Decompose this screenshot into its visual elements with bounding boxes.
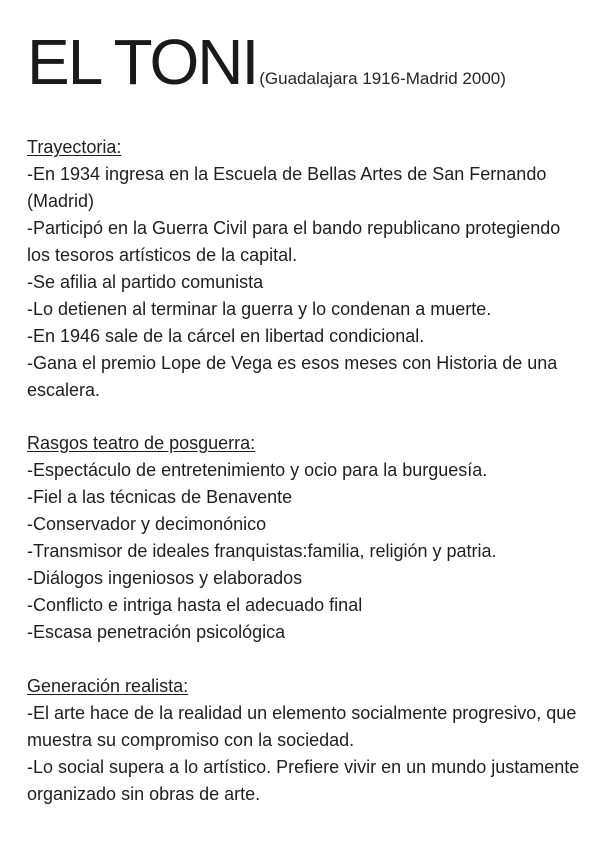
list-item: -Lo detienen al terminar la guerra y lo condenan a muerte. bbox=[27, 299, 492, 319]
list-item: -Gana el premio Lope de Vega es esos meses con Historia de una escalera. bbox=[27, 353, 558, 400]
list-item: -Fiel a las técnicas de Benavente bbox=[27, 487, 293, 507]
section-trayectoria bbox=[27, 134, 587, 404]
page-title: EL TONI bbox=[27, 26, 258, 98]
list-item: -Conflicto e intriga hasta el adecuado final bbox=[27, 595, 363, 615]
section-rasgos-teatro-posguerra bbox=[27, 430, 587, 646]
list-item: -En 1946 sale de la cárcel en libertad condicional. bbox=[27, 326, 425, 346]
page-subtitle: (Guadalajara 1916-Madrid 2000) bbox=[259, 69, 506, 88]
list-item: -Espectáculo de entretenimiento y ocio para la burguesía. bbox=[27, 460, 488, 480]
section-heading: Trayectoria: bbox=[27, 137, 122, 157]
section-heading: Rasgos teatro de posguerra: bbox=[27, 433, 256, 453]
title-row bbox=[27, 26, 506, 98]
list-item: -Participó en la Guerra Civil para el bando republicano protegiendo los tesoros artísticos de la capital. bbox=[27, 218, 561, 265]
list-item: -Conservador y decimonónico bbox=[27, 514, 267, 534]
list-item: -El arte hace de la realidad un elemento socialmente progresivo, que muestra su compromiso con la sociedad. bbox=[27, 703, 577, 750]
list-item: -Escasa penetración psicológica bbox=[27, 622, 286, 642]
list-item: -Lo social supera a lo artístico. Prefiere vivir en un mundo justamente organizado sin obras de arte. bbox=[27, 757, 580, 804]
list-item: -Se afilia al partido comunista bbox=[27, 272, 264, 292]
list-item: -En 1934 ingresa en la Escuela de Bellas Artes de San Fernando (Madrid) bbox=[27, 164, 547, 211]
list-item: -Transmisor de ideales franquistas:familia, religión y patria. bbox=[27, 541, 497, 561]
list-item: -Diálogos ingeniosos y elaborados bbox=[27, 568, 303, 588]
section-generacion-realista bbox=[27, 673, 587, 808]
section-heading: Generación realista: bbox=[27, 676, 189, 696]
